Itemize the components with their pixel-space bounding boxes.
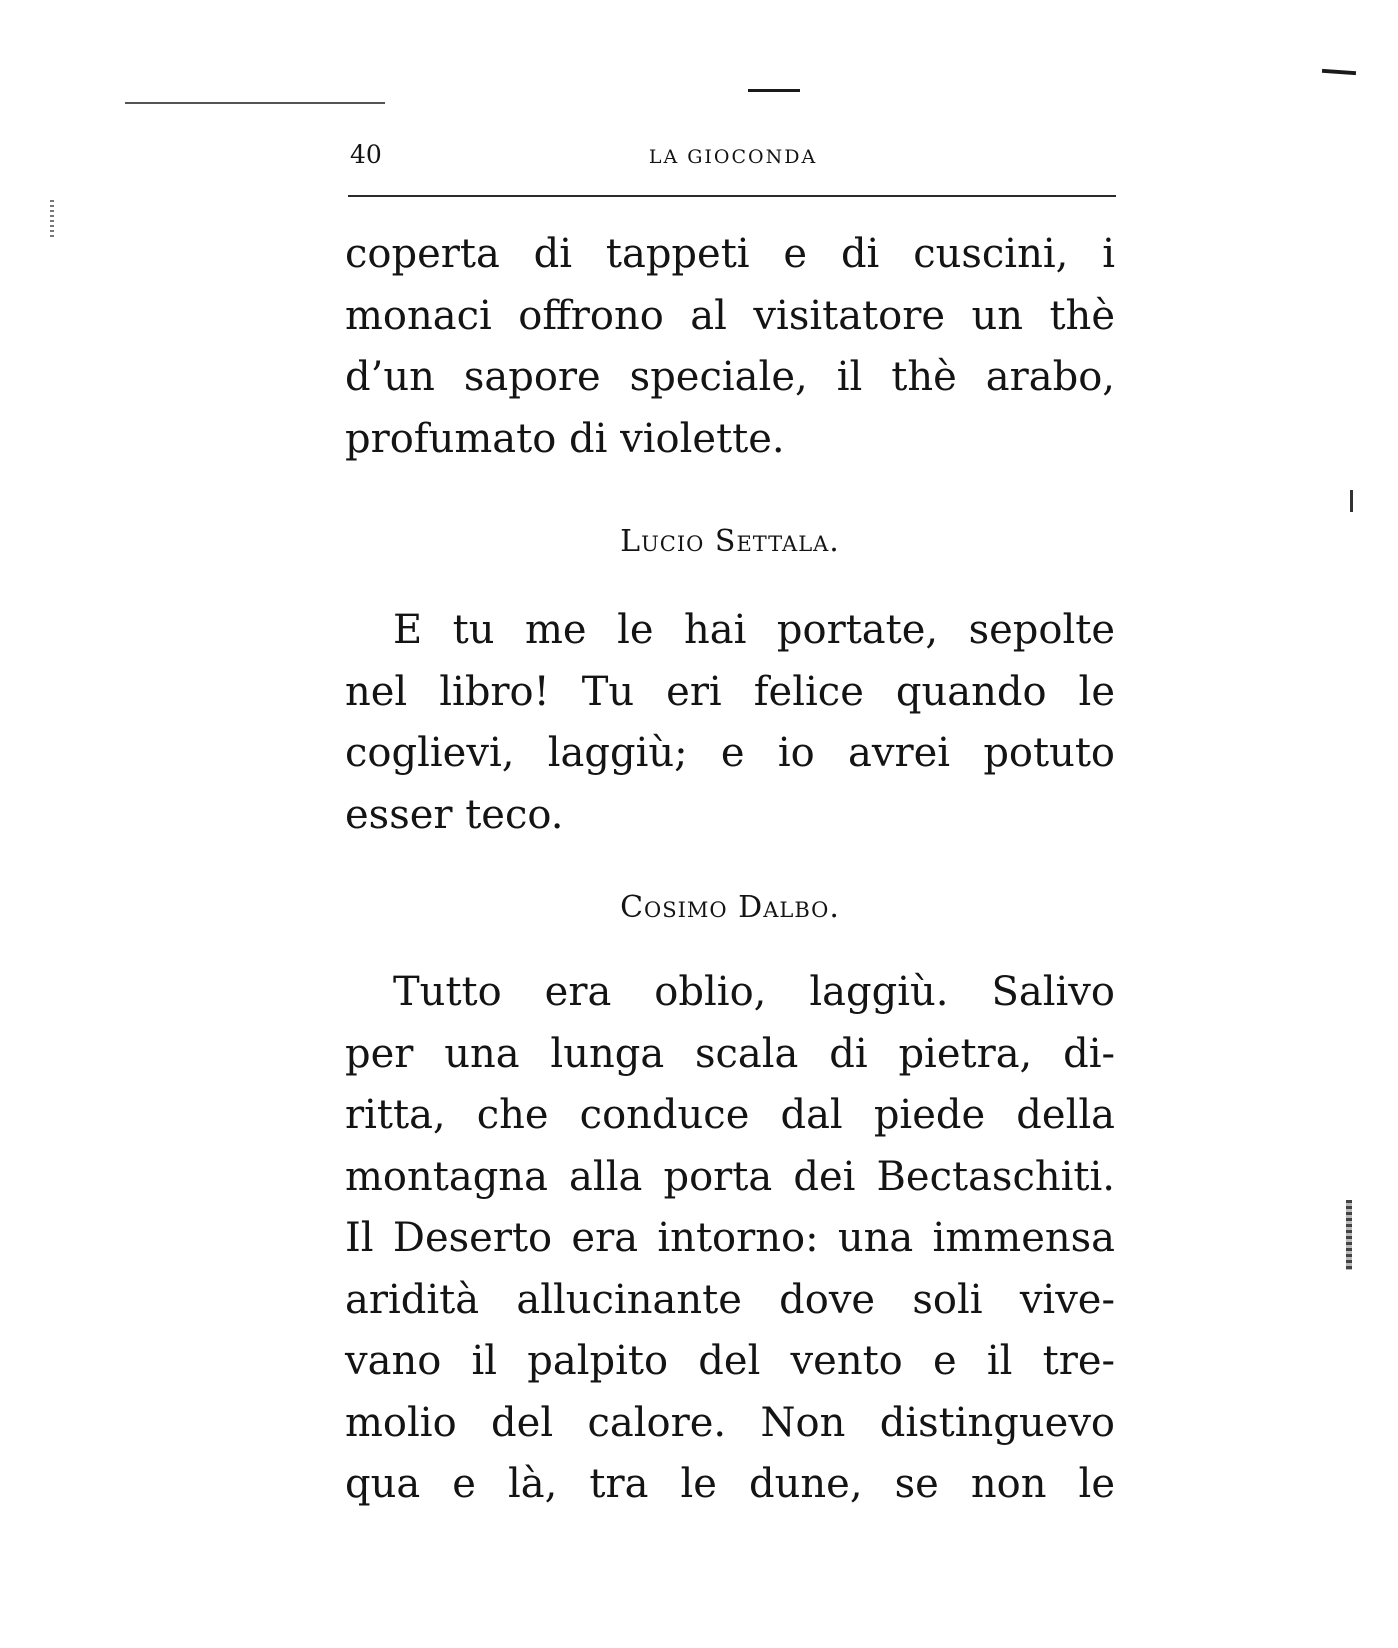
scan-artifact-mark — [1346, 1200, 1352, 1270]
text-line: coglievi, laggiù; e io avrei potuto — [345, 730, 1115, 776]
text-line: coperta di tappeti e di cuscini, i — [345, 231, 1115, 277]
text-line: vano il palpito del vento e il tre- — [345, 1338, 1115, 1384]
text-line: molio del calore. Non distinguevo — [345, 1399, 1115, 1446]
paragraph-2 — [345, 600, 1115, 846]
text-line: nel libro! Tu eri felice quando le — [345, 668, 1115, 715]
page-header — [348, 138, 1118, 172]
scan-artifact-mark — [1350, 490, 1353, 512]
text-line: E tu me le hai portate, sepolte — [393, 607, 1115, 653]
text-line: esser teco. — [345, 791, 564, 838]
text-line: Il Deserto era intorno: una immensa — [345, 1215, 1115, 1261]
paragraph-1 — [345, 224, 1115, 470]
speaker-name: Cosimo Dalbo. — [620, 890, 840, 925]
text-line: aridità allucinante dove soli vive- — [345, 1276, 1115, 1323]
text-line: monaci offrono al visitatore un thè — [345, 292, 1115, 339]
text-line: d’un sapore speciale, il thè arabo, — [345, 354, 1115, 400]
running-title: LA GIOCONDA — [648, 146, 818, 168]
speaker-name: Lucio Settala. — [620, 524, 840, 559]
header-rule — [348, 195, 1116, 197]
scan-artifact-mark — [1322, 69, 1356, 75]
text-line: ritta, che conduce dal piede della — [345, 1092, 1115, 1138]
text-line: per una lunga scala di pietra, di- — [345, 1030, 1115, 1077]
text-line: profumato di violette. — [345, 415, 785, 462]
paragraph-3 — [345, 962, 1115, 1516]
scan-artifact-mark — [50, 200, 54, 240]
page-number: 40 — [350, 140, 382, 169]
text-line: Tutto era oblio, laggiù. Salivo — [393, 969, 1115, 1015]
scan-artifact-mark — [748, 89, 800, 92]
text-line: montagna alla porta dei Bectaschiti. — [345, 1153, 1115, 1200]
text-line: qua e là, tra le dune, se non le — [345, 1461, 1115, 1507]
scan-artifact-line — [125, 102, 385, 104]
